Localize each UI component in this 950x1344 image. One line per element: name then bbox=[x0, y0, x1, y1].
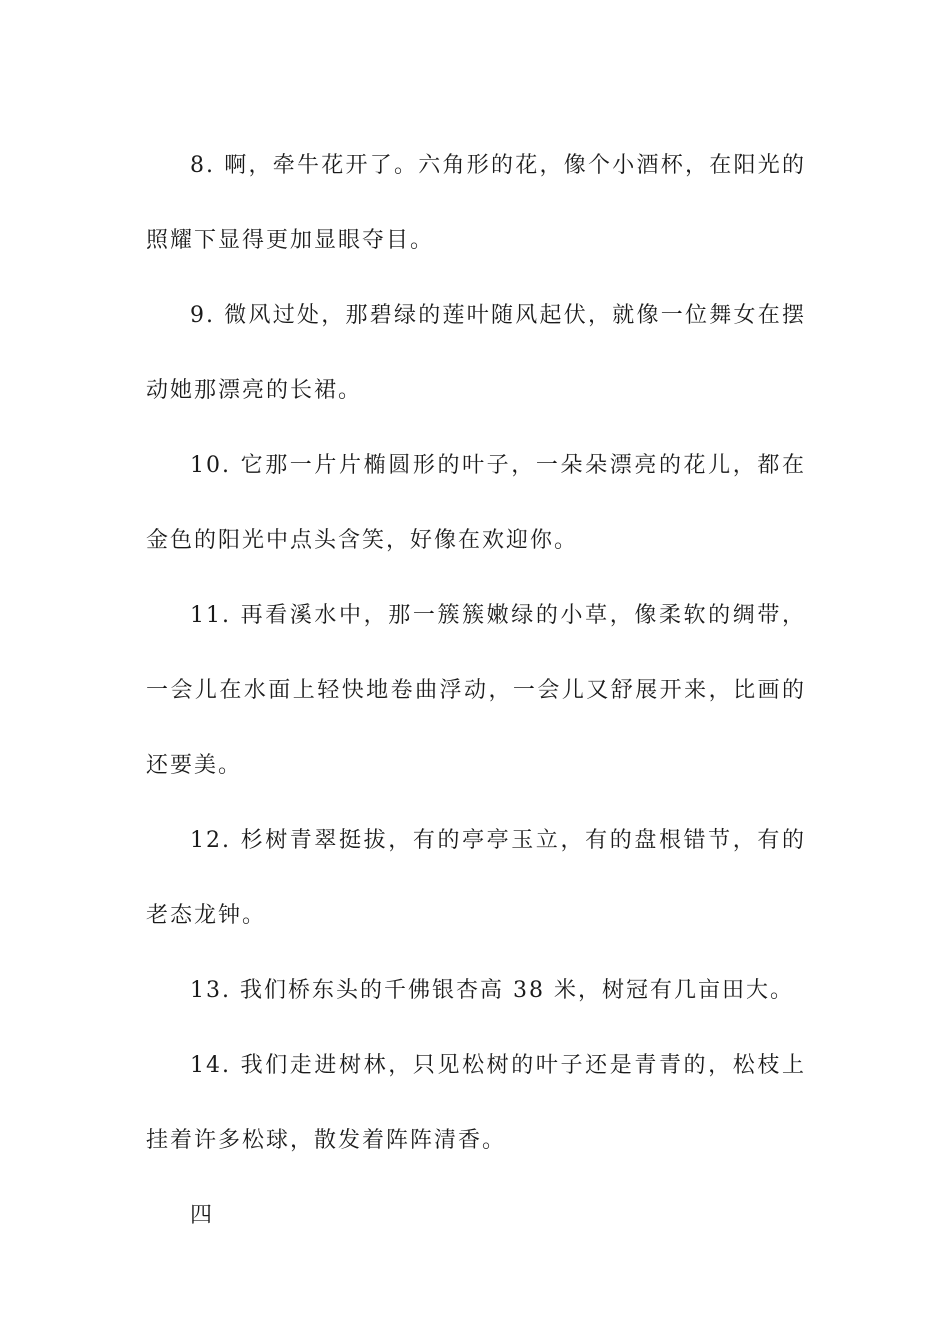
paragraph-10: 10. 它那一片片椭圆形的叶子，一朵朵漂亮的花儿，都在金色的阳光中点头含笑，好像在欢迎你。 bbox=[146, 453, 806, 553]
paragraph-12: 12. 杉树青翠挺拔，有的亭亭玉立，有的盘根错节，有的老态龙钟。 bbox=[146, 828, 806, 928]
section-heading: 四 bbox=[190, 1203, 213, 1228]
document-page bbox=[146, 128, 806, 1253]
paragraph-11: 11. 再看溪水中，那一簇簇嫩绿的小草，像柔软的绸带，一会儿在水面上轻快地卷曲浮动，一会儿又舒展开来，比画的还要美。 bbox=[146, 603, 806, 778]
paragraph-9: 9. 微风过处，那碧绿的莲叶随风起伏，就像一位舞女在摆动她那漂亮的长裙。 bbox=[146, 303, 806, 403]
paragraph-13: 13. 我们桥东头的千佛银杏高 38 米，树冠有几亩田大。 bbox=[190, 978, 794, 1003]
paragraph-14: 14. 我们走进树林，只见松树的叶子还是青青的，松枝上挂着许多松球，散发着阵阵清香。 bbox=[146, 1053, 806, 1153]
paragraph-8: 8. 啊，牵牛花开了。六角形的花，像个小酒杯，在阳光的照耀下显得更加显眼夺目。 bbox=[146, 153, 806, 253]
